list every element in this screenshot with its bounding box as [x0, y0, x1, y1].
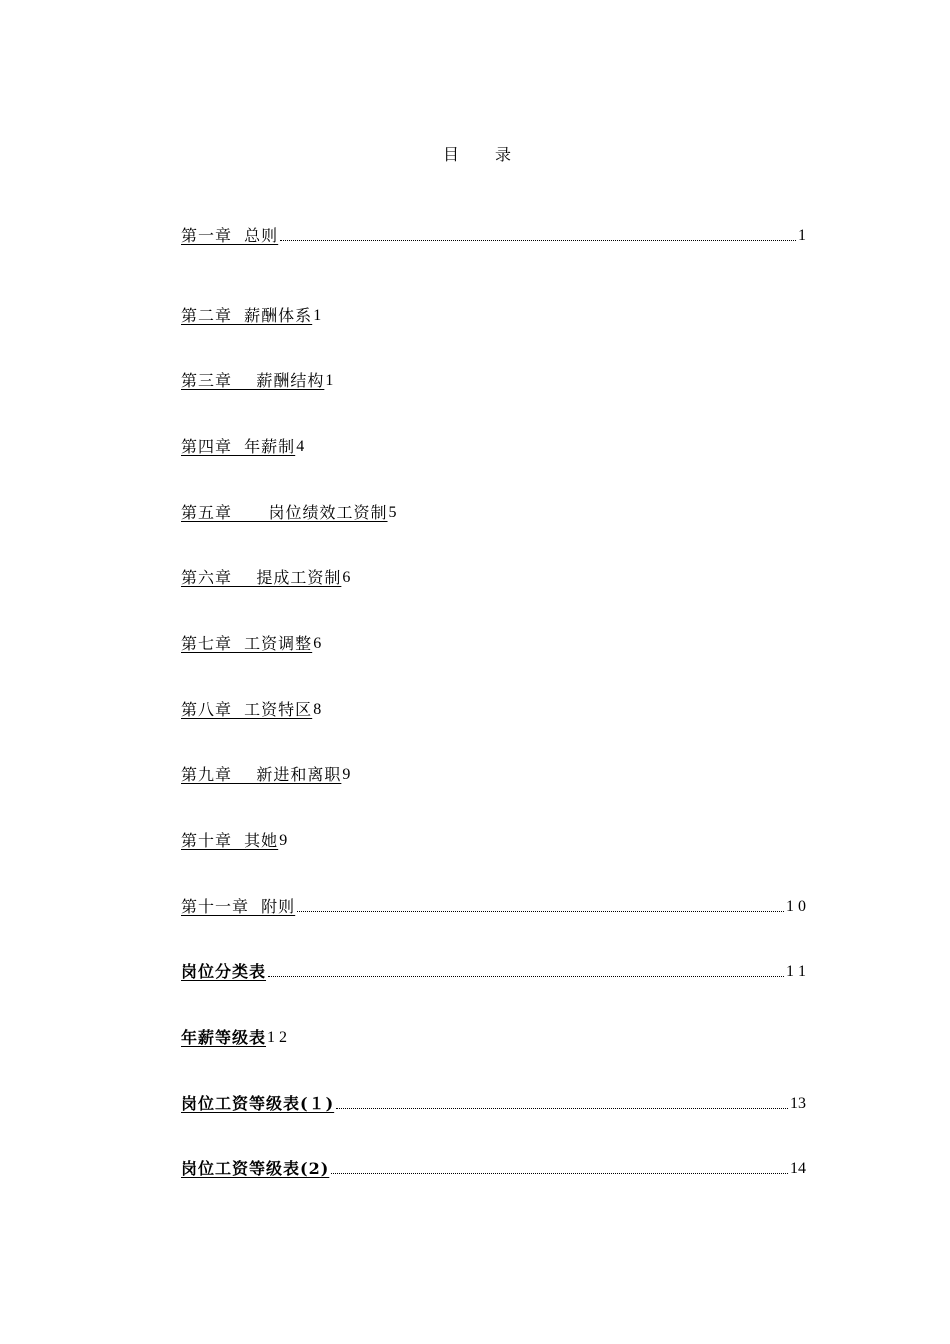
- toc-entry-page: 5: [388, 504, 397, 521]
- toc-entry-page: 14: [790, 1160, 806, 1177]
- toc-entry[interactable]: [181, 499, 397, 523]
- toc-entry-label[interactable]: 第二章 薪酬体系: [181, 306, 313, 325]
- toc-entry-label[interactable]: 岗位工资等级表(2): [181, 1159, 330, 1178]
- toc-entry-label[interactable]: 岗位工资等级表(１): [181, 1094, 335, 1113]
- toc-entry[interactable]: [181, 1024, 287, 1048]
- toc-entry-page: 1: [313, 307, 322, 324]
- toc-entry-page: 1 2: [267, 1029, 288, 1046]
- toc-entry[interactable]: [181, 761, 350, 785]
- toc-entry-page: 8: [313, 701, 322, 718]
- toc-entry-page: 1 1: [786, 963, 806, 980]
- toc-entry[interactable]: [181, 222, 806, 246]
- toc-entry-label[interactable]: 第五章 岗位绩效工资制: [181, 503, 388, 522]
- toc-entry[interactable]: [181, 893, 806, 917]
- toc-entry-page: 1: [325, 372, 334, 389]
- toc-dot-leader: [280, 239, 796, 241]
- toc-entry[interactable]: [181, 696, 321, 720]
- toc-entry-label[interactable]: 第六章 提成工资制: [181, 568, 342, 587]
- toc-entry-label[interactable]: 岗位分类表: [181, 962, 267, 981]
- toc-dot-leader: [297, 910, 784, 912]
- toc-entry-page: 4: [296, 438, 305, 455]
- toc-entry-page: 13: [790, 1095, 806, 1112]
- toc-entry[interactable]: [181, 958, 806, 982]
- toc-entry[interactable]: [181, 827, 287, 851]
- toc-entry-page: 1 0: [786, 898, 806, 915]
- toc-entry[interactable]: [181, 1155, 806, 1179]
- toc-entry-page: 9: [342, 766, 351, 783]
- toc-entry-page: 6: [342, 569, 351, 586]
- toc-entry-label[interactable]: 第一章 总则: [181, 226, 279, 245]
- toc-entry-label[interactable]: 第七章 工资调整: [181, 634, 313, 653]
- toc-entry-label[interactable]: 第三章 薪酬结构: [181, 371, 325, 390]
- toc-entry[interactable]: [181, 302, 321, 326]
- toc-entry-label[interactable]: 第九章 新进和离职: [181, 765, 342, 784]
- toc-entry[interactable]: [181, 630, 321, 654]
- toc-dot-leader: [331, 1172, 788, 1174]
- toc-entry-page: 1: [798, 227, 806, 244]
- toc-entry[interactable]: [181, 1090, 806, 1114]
- toc-entry[interactable]: [181, 367, 333, 391]
- toc-title: 目录: [442, 145, 547, 164]
- toc-entry-label[interactable]: 第十章 其她: [181, 831, 279, 850]
- toc-entry-page: 9: [279, 832, 288, 849]
- toc-entry-label[interactable]: 第十一章 附则: [181, 897, 296, 916]
- toc-entry-page: 6: [313, 635, 322, 652]
- toc-entry[interactable]: [181, 433, 304, 457]
- toc-entry-label[interactable]: 第八章 工资特区: [181, 700, 313, 719]
- toc-entry[interactable]: [181, 564, 350, 588]
- toc-entry-label[interactable]: 年薪等级表: [181, 1028, 267, 1047]
- toc-entry-label[interactable]: 第四章 年薪制: [181, 437, 296, 456]
- toc-dot-leader: [336, 1107, 788, 1109]
- toc-dot-leader: [268, 975, 784, 977]
